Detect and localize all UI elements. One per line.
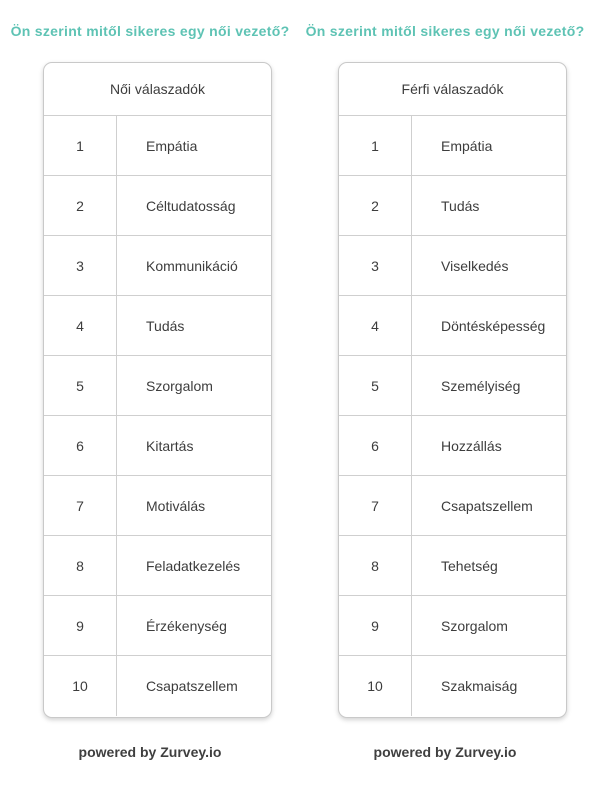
answer-cell: Csapatszellem xyxy=(146,678,238,694)
table-row xyxy=(339,476,566,536)
rank-cell: 6 xyxy=(339,416,412,475)
answer-cell: Szorgalom xyxy=(146,377,213,394)
column-header: Férfi válaszadók xyxy=(339,63,566,116)
table-row xyxy=(339,656,566,716)
answer-cell: Döntésképesség xyxy=(441,317,546,334)
column-header: Női válaszadók xyxy=(44,63,271,116)
answer-cell: Céltudatosság xyxy=(146,197,236,214)
answer-cell: Tehetség xyxy=(441,557,498,574)
rank-cell: 4 xyxy=(44,296,117,355)
rank-cell: 1 xyxy=(44,116,117,175)
rank-cell: 9 xyxy=(339,596,412,655)
answer-cell: Szakmaiság xyxy=(441,678,518,694)
answer-cell: Érzékenység xyxy=(146,617,227,634)
answer-cell: Kommunikáció xyxy=(146,257,238,274)
survey-question-heading: Ön szerint mitől sikeres egy női vezető? xyxy=(10,23,290,39)
powered-by-footer: powered by Zurvey.io xyxy=(78,744,222,760)
rank-cell: 9 xyxy=(44,596,117,655)
table-row xyxy=(339,176,566,236)
rank-cell: 4 xyxy=(339,296,412,355)
rank-cell: 2 xyxy=(44,176,117,235)
table-row xyxy=(44,176,271,236)
rank-cell: 5 xyxy=(339,356,412,415)
table-row xyxy=(44,656,271,716)
rank-cell: 10 xyxy=(339,656,412,716)
rank-cell: 8 xyxy=(339,536,412,595)
answer-cell: Kitartás xyxy=(146,437,194,454)
rank-cell: 3 xyxy=(339,236,412,295)
table-row xyxy=(44,536,271,596)
table-row xyxy=(339,536,566,596)
table-row xyxy=(339,596,566,656)
table-row xyxy=(339,296,566,356)
answer-cell: Empátia xyxy=(441,137,493,154)
table-row xyxy=(44,416,271,476)
table-row xyxy=(339,116,566,176)
table-row xyxy=(44,596,271,656)
answer-cell: Viselkedés xyxy=(441,257,509,274)
table-row xyxy=(44,116,271,176)
answer-cell: Hozzállás xyxy=(441,437,502,454)
table-row xyxy=(339,356,566,416)
table-row xyxy=(339,236,566,296)
answer-cell: Személyiség xyxy=(441,377,521,394)
table-row xyxy=(44,476,271,536)
table-row xyxy=(44,296,271,356)
answer-cell: Csapatszellem xyxy=(441,497,533,514)
male-respondents-panel xyxy=(300,0,590,800)
table-row xyxy=(44,356,271,416)
ranking-table xyxy=(338,62,567,718)
rank-cell: 7 xyxy=(44,476,117,535)
rank-cell: 1 xyxy=(339,116,412,175)
answer-cell: Tudás xyxy=(441,197,480,214)
answer-cell: Szorgalom xyxy=(441,617,508,634)
answer-cell: Feladatkezelés xyxy=(146,557,241,574)
rank-cell: 2 xyxy=(339,176,412,235)
answer-cell: Empátia xyxy=(146,137,198,154)
rank-cell: 10 xyxy=(44,656,117,716)
powered-by-footer: powered by Zurvey.io xyxy=(373,744,517,760)
rank-cell: 6 xyxy=(44,416,117,475)
ranking-table xyxy=(43,62,272,718)
rank-cell: 5 xyxy=(44,356,117,415)
answer-cell: Motiválás xyxy=(146,497,206,514)
rank-cell: 3 xyxy=(44,236,117,295)
survey-question-heading: Ön szerint mitől sikeres egy női vezető? xyxy=(305,23,585,39)
rank-cell: 8 xyxy=(44,536,117,595)
table-row xyxy=(339,416,566,476)
answer-cell: Tudás xyxy=(146,317,185,334)
female-respondents-panel xyxy=(5,0,295,800)
table-row xyxy=(44,236,271,296)
rank-cell: 7 xyxy=(339,476,412,535)
